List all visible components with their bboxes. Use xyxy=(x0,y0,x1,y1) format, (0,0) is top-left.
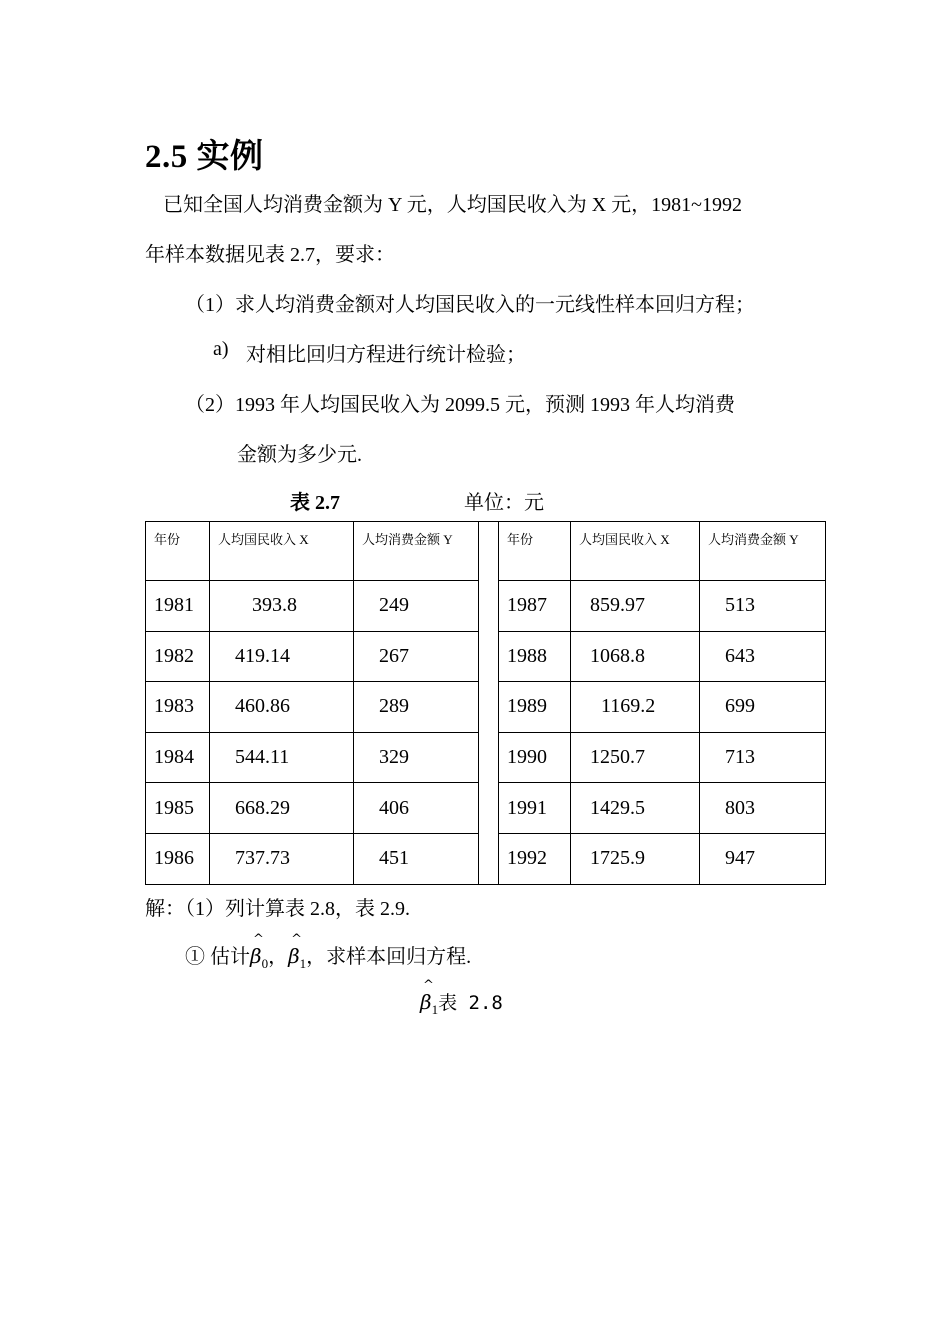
cell-year: 1992 xyxy=(499,833,571,884)
cell-year: 1988 xyxy=(499,631,571,682)
cell-consumption: 643 xyxy=(700,631,826,682)
cell-consumption: 513 xyxy=(700,581,826,632)
cell-consumption: 803 xyxy=(700,783,826,834)
cell-consumption: 947 xyxy=(700,833,826,884)
beta-hat-symbol: ^ β xyxy=(250,944,262,968)
cell-income: 859.97 xyxy=(571,581,700,632)
step-suffix: ，求样本回归方程. xyxy=(306,946,472,968)
cell-year: 1991 xyxy=(499,783,571,834)
header-year: 年份 xyxy=(499,522,571,581)
cell-year: 1990 xyxy=(499,732,571,783)
cell-consumption: 406 xyxy=(354,783,479,834)
table-header-row xyxy=(146,522,826,581)
subscript-1: 1 xyxy=(299,956,307,971)
header-year: 年份 xyxy=(146,522,210,581)
cell-income: 393.8 xyxy=(210,581,354,632)
header-income: 人均国民收入 X xyxy=(210,522,354,581)
cell-income: 1169.2 xyxy=(571,682,700,733)
cell-income: 1068.8 xyxy=(571,631,700,682)
requirement-2-line-2: 金额为多少元. xyxy=(237,444,362,466)
cell-year: 1984 xyxy=(146,732,210,783)
cell-income: 1429.5 xyxy=(571,783,700,834)
header-consumption: 人均消费金额 Y xyxy=(354,522,479,581)
beta-hat-symbol: ^ β xyxy=(420,990,432,1014)
subscript-1: 1 xyxy=(431,1002,439,1017)
cell-consumption: 451 xyxy=(354,833,479,884)
cell-income: 737.73 xyxy=(210,833,354,884)
cell-year: 1985 xyxy=(146,783,210,834)
beta-hat-symbol: ^ β xyxy=(288,944,300,968)
subscript-0: 0 xyxy=(261,956,269,971)
table-title: 表 2.7 xyxy=(290,492,340,514)
cell-income: 1250.7 xyxy=(571,732,700,783)
cell-year: 1987 xyxy=(499,581,571,632)
cell-year: 1989 xyxy=(499,682,571,733)
intro-line-2: 年样本数据见表 2.7，要求： xyxy=(145,244,395,266)
cell-year: 1986 xyxy=(146,833,210,884)
cell-consumption: 713 xyxy=(700,732,826,783)
intro-line-1: 已知全国人均消费金额为 Y 元，人均国民收入为 X 元，1981~1992 xyxy=(163,194,742,216)
cell-year: 1981 xyxy=(146,581,210,632)
cell-year: 1982 xyxy=(146,631,210,682)
cell-year: 1983 xyxy=(146,682,210,733)
table-divider xyxy=(479,522,499,885)
header-consumption: 人均消费金额 Y xyxy=(700,522,826,581)
requirement-2-line-1: （2）1993 年人均国民收入为 2099.5 元，预测 1993 年人均消费 xyxy=(185,394,735,416)
comma: ， xyxy=(268,946,289,968)
cell-consumption: 329 xyxy=(354,732,479,783)
table-2-8-caption-line xyxy=(420,988,503,1018)
cell-consumption: 249 xyxy=(354,581,479,632)
solution-line: 解：（1）列计算表 2.8，表 2.9. xyxy=(145,898,410,920)
solution-step-1 xyxy=(185,940,471,972)
cell-consumption: 267 xyxy=(354,631,479,682)
cell-consumption: 699 xyxy=(700,682,826,733)
section-heading: 2.5 实例 xyxy=(145,139,264,175)
requirement-1a-label: a) xyxy=(213,338,229,360)
data-table xyxy=(145,521,826,885)
cell-income: 544.11 xyxy=(210,732,354,783)
cell-income: 419.14 xyxy=(210,631,354,682)
cell-income: 668.29 xyxy=(210,783,354,834)
cell-consumption: 289 xyxy=(354,682,479,733)
requirement-1: （1）求人均消费金额对人均国民收入的一元线性样本回归方程； xyxy=(185,294,755,316)
table-unit: 单位：元 xyxy=(464,492,544,514)
requirement-1a: 对相比回归方程进行统计检验； xyxy=(246,344,526,366)
cell-income: 460.86 xyxy=(210,682,354,733)
table-2-8-caption: 表 2.8 xyxy=(438,992,503,1014)
header-income: 人均国民收入 X xyxy=(571,522,700,581)
cell-income: 1725.9 xyxy=(571,833,700,884)
step-prefix: ① 估计 xyxy=(185,946,250,968)
